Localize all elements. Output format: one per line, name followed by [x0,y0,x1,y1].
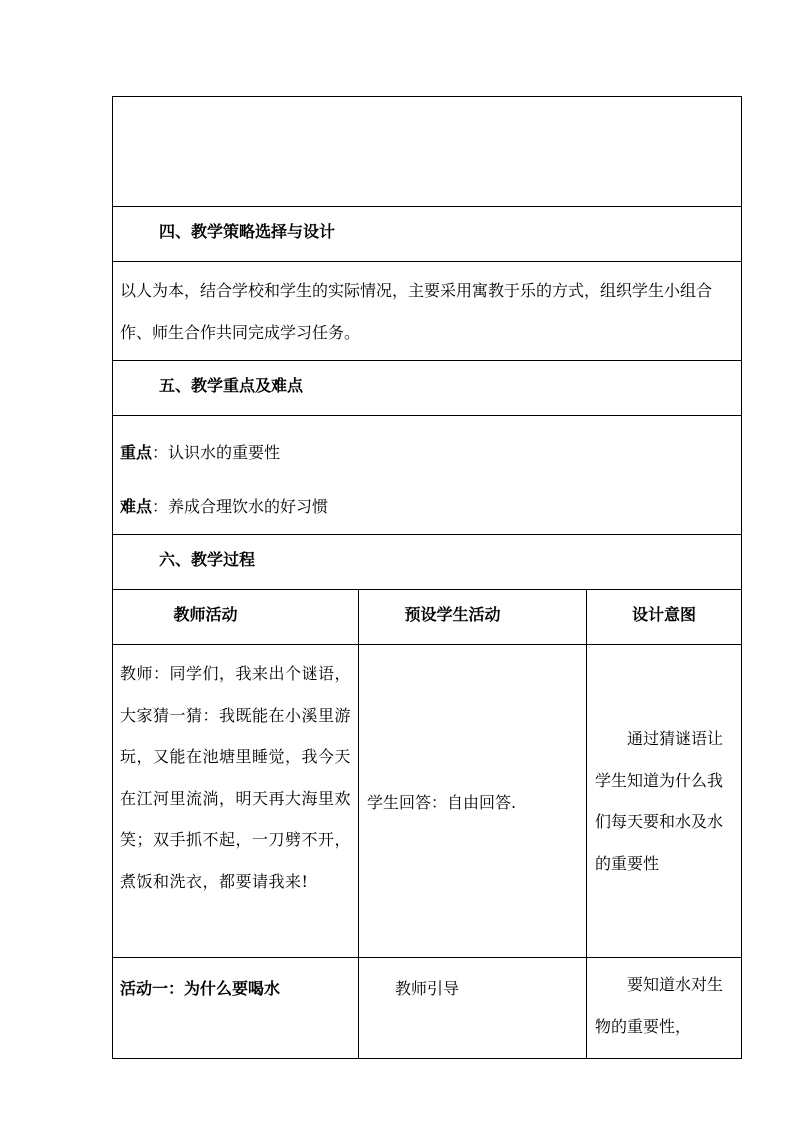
difficult-point-text: ：养成合理饮水的好习惯 [152,497,329,516]
blank-row [113,97,742,207]
design-intent-cell: 通过猜谜语让学生知道为什么我们每天要和水及水的重要性 [587,645,742,958]
key-difficult-points [113,416,741,534]
section-6-header-cell [113,535,742,590]
section-5-header-cell [113,361,742,416]
section-5-body-cell [113,416,742,535]
process-column-headers [113,590,742,645]
section-4-body-cell [113,262,742,361]
key-point-line [120,426,737,480]
blank-cell [113,97,742,207]
key-point-label: 重点 [120,443,153,462]
column-header-intent-label: 设计意图 [632,605,697,624]
column-header-student-label: 预设学生活动 [404,605,501,624]
table-row [113,645,742,958]
column-header-intent [587,590,742,645]
section-4-header-cell [113,207,742,262]
section-4-header-row [113,207,742,262]
difficult-point-label: 难点 [120,497,153,516]
column-header-student [359,590,587,645]
difficult-point-line [120,480,737,534]
section-5-heading: 五、教学重点及难点 [159,376,304,395]
key-point-text: ：认识水的重要性 [152,443,281,462]
student-activity-cell: 学生回答：自由回答. [359,645,587,958]
section-4-heading: 四、教学策略选择与设计 [159,222,336,241]
student-activity-cell: 教师引导 [359,958,587,1059]
column-header-teacher [113,590,359,645]
section-6-header-row [113,535,742,590]
section-4-body-text: 以人为本，结合学校和学生的实际情况，主要采用寓教于乐的方式，组织学生小组合作、师生合作共同完成学习任务。 [120,281,713,342]
teacher-activity-cell: 活动一：为什么要喝水 [113,958,359,1059]
section-4-body-row [113,262,742,361]
design-intent-cell: 要知道水对生物的重要性， [587,958,742,1059]
column-header-teacher-label: 教师活动 [173,605,238,624]
table-row [113,958,742,1059]
teacher-activity-cell: 教师：同学们，我来出个谜语，大家猜一猜：我既能在小溪里游玩，又能在池塘里睡觉，我今天在江河里流淌，明天再大海里欢笑；双手抓不起，一刀劈不开，煮饭和洗衣，都要请我来! [113,645,359,958]
section-5-body-row [113,416,742,535]
section-6-heading: 六、教学过程 [159,550,256,569]
section-5-header-row [113,361,742,416]
lesson-plan-table [112,96,742,1059]
